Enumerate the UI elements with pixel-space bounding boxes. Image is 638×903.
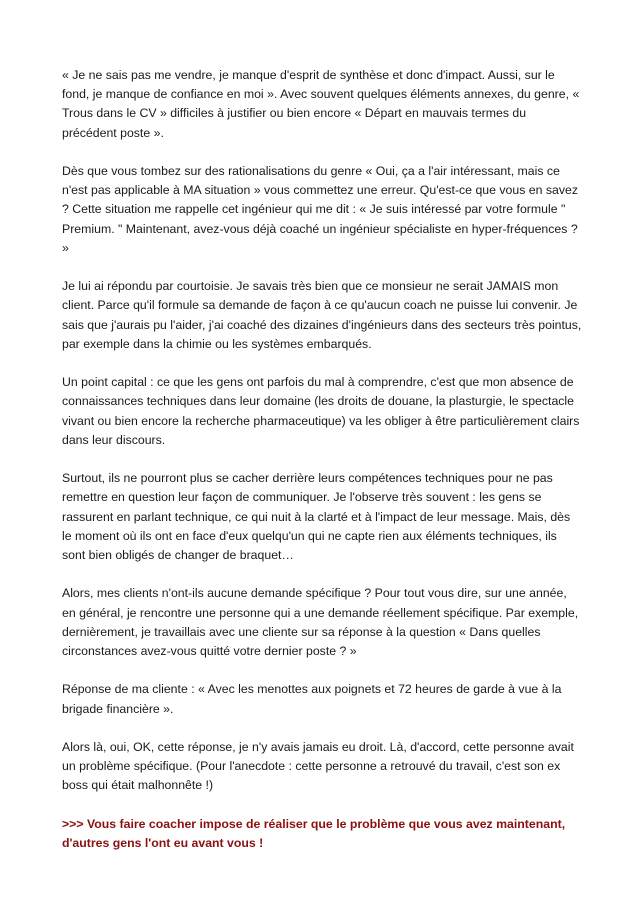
paragraph-2: Dès que vous tombez sur des rationalisations du genre « Oui, ça a l'air intéressant, mais ce n'est pas applicable à MA situation » vous commettez une erreur. Qu'est-ce que vous en savez ? Cette situation me rappelle cet ingénieur qui me dit : « Je suis intéressé par votre formule " Premium. " Maintenant, avez-vous déjà coaché un ingénieur spécialiste en hyper-fréquences ? »	[62, 164, 578, 255]
paragraph-3: Je lui ai répondu par courtoisie. Je savais très bien que ce monsieur ne serait JAMAIS mon client. Parce qu'il formule sa demande de façon à ce qu'aucun coach ne puisse lui convenir. Je sais que j'aurais pu l'aider, j'ai coaché des dizaines d'ingénieurs dans des secteurs très pointus, par exemple dans la chimie ou les systèmes embarqués.	[62, 279, 582, 351]
paragraph-5: Surtout, ils ne pourront plus se cacher derrière leurs compétences techniques pour ne pas remettre en question leur façon de communiquer. Je l'observe très souvent : les gens se rassurent en parlant technique, ce qui nuit à la clarté et à l'impact de leur message. Mais, dès le moment où ils ont en face d'eux quelqu'un qui ne capte rien aux éléments techniques, ils sont bien obligés de changer de braquet…	[62, 471, 571, 563]
paragraph-4: Un point capital : ce que les gens ont parfois du mal à comprendre, c'est que mon absence de connaissances techniques dans leur domaine (les droits de douane, la plasturgie, le spectacle vivant ou bien encore la recherche pharmaceutique) va les obliger à être particulièrement clairs dans leur discours.	[62, 375, 580, 447]
paragraph-1: « Je ne sais pas me vendre, je manque d'esprit de synthèse et donc d'impact. Aussi, sur le fond, je manque de confiance en moi ». Avec souvent quelques éléments annexes, du genre, « Trous dans le CV » difficiles à justifier ou bien encore « Départ en mauvais termes du précédent poste ».	[62, 68, 580, 140]
paragraph-7: Réponse de ma cliente : « Avec les menottes aux poignets et 72 heures de garde à vue à la brigade financière ».	[62, 682, 562, 716]
paragraph-6: Alors, mes clients n'ont-ils aucune demande spécifique ? Pour tout vous dire, sur une année, en général, je rencontre une personne qui a une demande réellement spécifique. Par exemple, dernièrement, je travaillais avec une cliente sur sa réponse à la question « Dans quelles circonstances avez-vous quitté votre dernier poste ? »	[62, 586, 579, 659]
paragraph-8: Alors là, oui, OK, cette réponse, je n'y avais jamais eu droit. Là, d'accord, cette personne avait un problème spécifique. (Pour l'anecdote : cette personne a retrouvé du travail, c'est son ex boss qui était malhonnête !)	[62, 740, 574, 793]
document-page	[62, 66, 582, 872]
conclusion-highlight: >>> Vous faire coacher impose de réaliser que le problème que vous avez maintenant, d'autres gens l'ont eu avant vous !	[62, 816, 566, 850]
